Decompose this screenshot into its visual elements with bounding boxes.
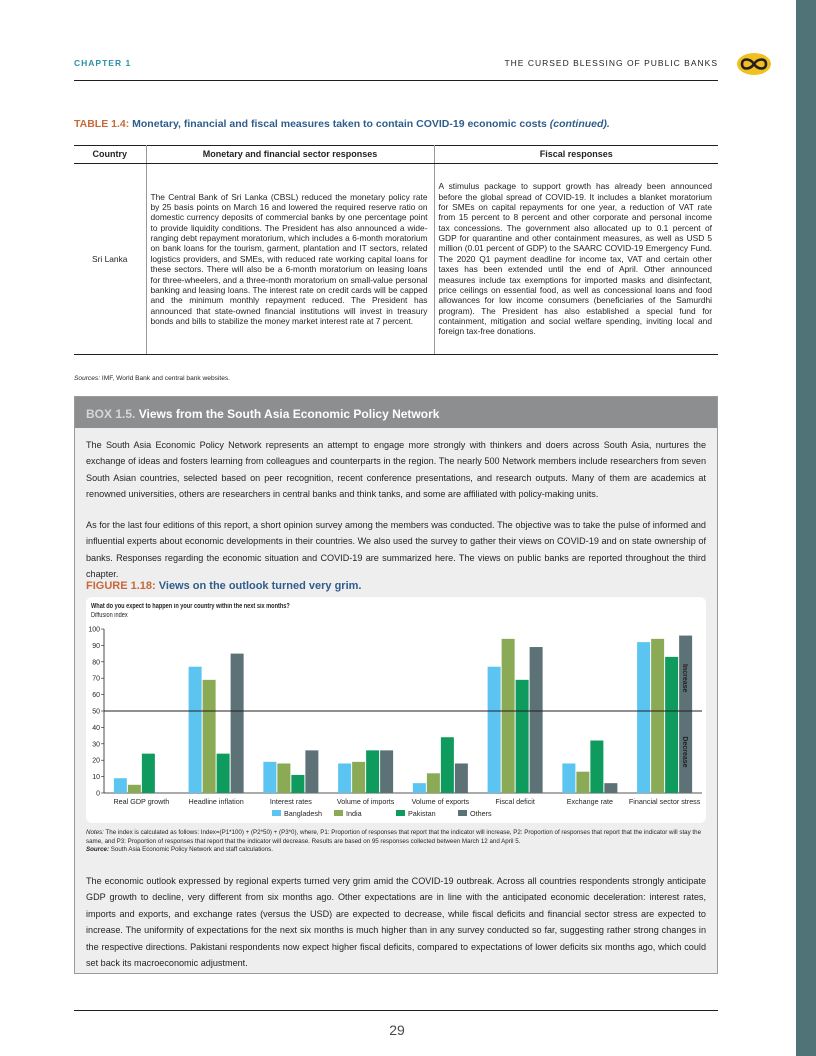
- notes-text: The index is calculated as follows: Index=(P1*100) + (P2*50) + (P3*0), where, P1: Proportion of responses that report that the indicator will increase, P2: Proportion of responses that report that the indicator will stay the same, and P3: Proportion of responses that report that the indicator will decrease. Results are based on 95 responses collected between March 12 and April 5.: [86, 829, 702, 845]
- legend-label-pakistan: Pakistan: [408, 809, 436, 818]
- col-header-monetary: Monetary and financial sector responses: [146, 146, 434, 164]
- bar-pakistan: [291, 775, 304, 793]
- book-title: THE CURSED BLESSING OF PUBLIC BANKS: [504, 58, 718, 68]
- x-tick-label: Volume of imports: [336, 797, 395, 806]
- chapter-label: CHAPTER 1: [74, 58, 132, 68]
- bar-pakistan: [366, 750, 379, 793]
- bar-india: [128, 785, 141, 793]
- side-color-bar: [796, 0, 816, 1056]
- figure-title-text: Views on the outlook turned very grim.: [155, 580, 362, 592]
- box-header: [75, 397, 717, 428]
- table-continued: (continued).: [549, 118, 610, 130]
- bar-others: [530, 647, 543, 793]
- y-tick-label: 100: [88, 626, 100, 634]
- x-tick-label: Interest rates: [269, 797, 312, 806]
- header-rule: [74, 80, 718, 81]
- bar-pakistan: [217, 754, 230, 793]
- y-tick-label: 20: [92, 757, 100, 765]
- y-tick-label: 0: [96, 790, 100, 798]
- chart-question: What do you expect to happen in your country within the next six months?: [91, 603, 290, 610]
- bar-india: [277, 763, 290, 793]
- legend-label-india: India: [346, 809, 362, 818]
- bar-pakistan: [516, 680, 529, 793]
- legend-swatch-india: [334, 810, 343, 816]
- legend-swatch-pakistan: [396, 810, 405, 816]
- chart-panel: [86, 597, 706, 823]
- y-tick-label: 70: [92, 675, 100, 683]
- figure-notes: [86, 829, 706, 855]
- figure-number: FIGURE 1.18:: [86, 580, 156, 592]
- bar-bangladesh: [263, 762, 276, 793]
- box-paragraph-1: The South Asia Economic Policy Network represents an attempt to engage more strongly with thinkers and doers across South Asia, nurtures the exchange of ideas and fosters learning from colleagues and counterparts in the region. The nearly 500 Network members include researchers from seven South Asian countries, selected based on peer recognition, recent conference presentations, and research outputs. Many of them are academics at renowned universities, others are researchers in central banks and think tanks, and some are affiliated with policy-making units.: [86, 440, 706, 500]
- page-number: 29: [389, 1022, 405, 1038]
- bar-pakistan: [590, 741, 603, 793]
- bar-pakistan: [665, 657, 678, 793]
- bar-others: [679, 636, 692, 793]
- footer-rule: [74, 1010, 718, 1011]
- bar-bangladesh: [413, 783, 426, 793]
- cell-country: Sri Lanka: [74, 164, 146, 355]
- legend-swatch-bangladesh: [272, 810, 281, 816]
- table-sources: [74, 375, 230, 382]
- annotation-increase: Increase: [681, 663, 688, 693]
- bar-others: [455, 763, 468, 793]
- bar-bangladesh: [114, 778, 127, 793]
- y-tick-label: 30: [92, 741, 100, 749]
- x-tick-label: Headline inflation: [188, 797, 244, 806]
- sources-label: Sources:: [74, 375, 101, 382]
- bar-india: [203, 680, 216, 793]
- running-head: [74, 58, 718, 72]
- table-number: TABLE 1.4:: [74, 118, 130, 130]
- box-title: [86, 407, 439, 421]
- x-tick-label: Fiscal deficit: [495, 797, 535, 806]
- x-tick-label: Real GDP growth: [113, 797, 170, 806]
- bar-pakistan: [441, 737, 454, 793]
- bar-chart: [86, 597, 706, 823]
- bar-others: [604, 783, 617, 793]
- box-paragraph-2: As for the last four editions of this report, a short opinion survey among the members was conducted. The objective was to take the pulse of informed and influential experts about economic developments in their countries. We also used the survey to gather their views on COVID-19 and on state ownership of banks. Responses regarding the economic situation and COVID-19 are summarized here. The views on public banks are reported throughout the third chapter.: [86, 520, 706, 580]
- table-title: [74, 118, 610, 130]
- box-paragraph-3: The economic outlook expressed by regional experts turned very grim amid the COVID-19 outbreak. Across all countries respondents strongly anticipate GDP growth to decline, very different from six months ago. Other expectations are in line with the anticipated economic deceleration: interest rates, imports and exports, and exchange rates (versus the USD) are expected to decrease, while fiscal deficits and financial sector stress are expected to increase. The uniformity of expectations for the next six months is much higher than in any survey conducted so far, suggesting rather strong changes in the respective directions. Pakistani respondents now expect higher fiscal deficits, compared to expectations of lower deficits six months ago, which could set back its macroeconomic adjustment.: [86, 876, 706, 969]
- cell-monetary: The Central Bank of Sri Lanka (CBSL) reduced the monetary policy rate by 25 basis points on March 16 and lowered the required reserve ratio on domestic currency deposits of commercial banks by one percentage point to provide liquidity conditions. The President has also announced a wide-ranging debt repayment moratorium, which includes a 6-month moratorium on bank loans for the tourism, garment, plantation and IT sectors, related logistics providers, and SMEs, with reduced rate working capital loans for these sectors. There will also be a 6-month moratorium on leasing loans for three-wheelers, and a three-month moratorium on small-value personal banking and leasing loans. The interest rate on credit cards will be capped and the minimum monthly repayment reduced. The President has announced that state-owned financial institutions will invest in treasury bonds and bills to stabilize the money market interest rate at 7 percent.: [146, 164, 434, 355]
- x-tick-label: Volume of exports: [411, 797, 470, 806]
- source-label: Source:: [86, 846, 110, 854]
- y-tick-label: 60: [92, 692, 100, 700]
- legend-label-bangladesh: Bangladesh: [284, 809, 322, 818]
- box-title-text: Views from the South Asia Economic Policy Network: [135, 407, 440, 421]
- bar-bangladesh: [338, 763, 351, 793]
- col-header-country: Country: [74, 146, 146, 164]
- figure-title: [86, 580, 361, 592]
- bar-india: [427, 773, 440, 793]
- y-tick-label: 80: [92, 659, 100, 667]
- legend-label-others: Others: [470, 809, 492, 818]
- table-row: [74, 164, 718, 355]
- bar-india: [502, 639, 515, 793]
- annotation-decrease: Decrease: [681, 736, 688, 768]
- source-text: South Asia Economic Policy Network and staff calculations.: [109, 846, 273, 854]
- bar-india: [651, 639, 664, 793]
- y-tick-label: 10: [92, 774, 100, 782]
- infinity-logo-icon: [736, 52, 772, 76]
- y-tick-label: 50: [92, 708, 100, 716]
- bar-pakistan: [142, 754, 155, 793]
- bar-bangladesh: [562, 763, 575, 793]
- x-tick-label: Exchange rate: [566, 797, 614, 806]
- box-number: BOX 1.5.: [86, 407, 136, 421]
- col-header-fiscal: Fiscal responses: [434, 146, 718, 164]
- bar-bangladesh: [637, 642, 650, 793]
- bar-bangladesh: [488, 667, 501, 793]
- bar-others: [380, 750, 393, 793]
- cell-fiscal: A stimulus package to support growth has already been announced before the global spread of COVID-19. It includes a blanket moratorium for SMEs on capital repayments for one year, a reduction of VAT rate from 15 percent to 8 percent and other corporate and personal income tax concessions. The government also allocated up to 0.1 percent of GDP for quarantine and other containment measures, as well as USD 5 million (0.01 percent of GDP) to the SAARC COVID-19 Emergency Fund. The 2020 Q1 payment deadline for income tax, VAT and certain other taxes has been extended until the end of April. Other announced measures include tax exemptions for imported masks and disinfectant, price ceilings on essential food, as well as concessional loans and food allowances for low income consumers (beneficiaries of the Samurdhi program). The President has also established a special fund for containment, mitigation and social welfare spending, inviting local and foreign tax-free donations.: [434, 164, 718, 355]
- box-1-5: [74, 396, 718, 974]
- chart-ylabel: Diffusion index: [91, 612, 128, 619]
- bar-bangladesh: [189, 667, 202, 793]
- table-title-text: Monetary, financial and fiscal measures taken to contain COVID-19 economic costs: [129, 118, 550, 130]
- bar-others: [231, 654, 244, 793]
- legend-swatch-others: [458, 810, 467, 816]
- y-tick-label: 40: [92, 724, 100, 732]
- y-tick-label: 90: [92, 642, 100, 650]
- bar-india: [576, 772, 589, 793]
- bar-india: [352, 762, 365, 793]
- sources-text: IMF, World Bank and central bank websites.: [100, 375, 231, 382]
- notes-label: Notes:: [86, 829, 104, 836]
- x-tick-label: Financial sector stress: [628, 797, 701, 806]
- measures-table: [74, 145, 718, 355]
- bar-others: [305, 750, 318, 793]
